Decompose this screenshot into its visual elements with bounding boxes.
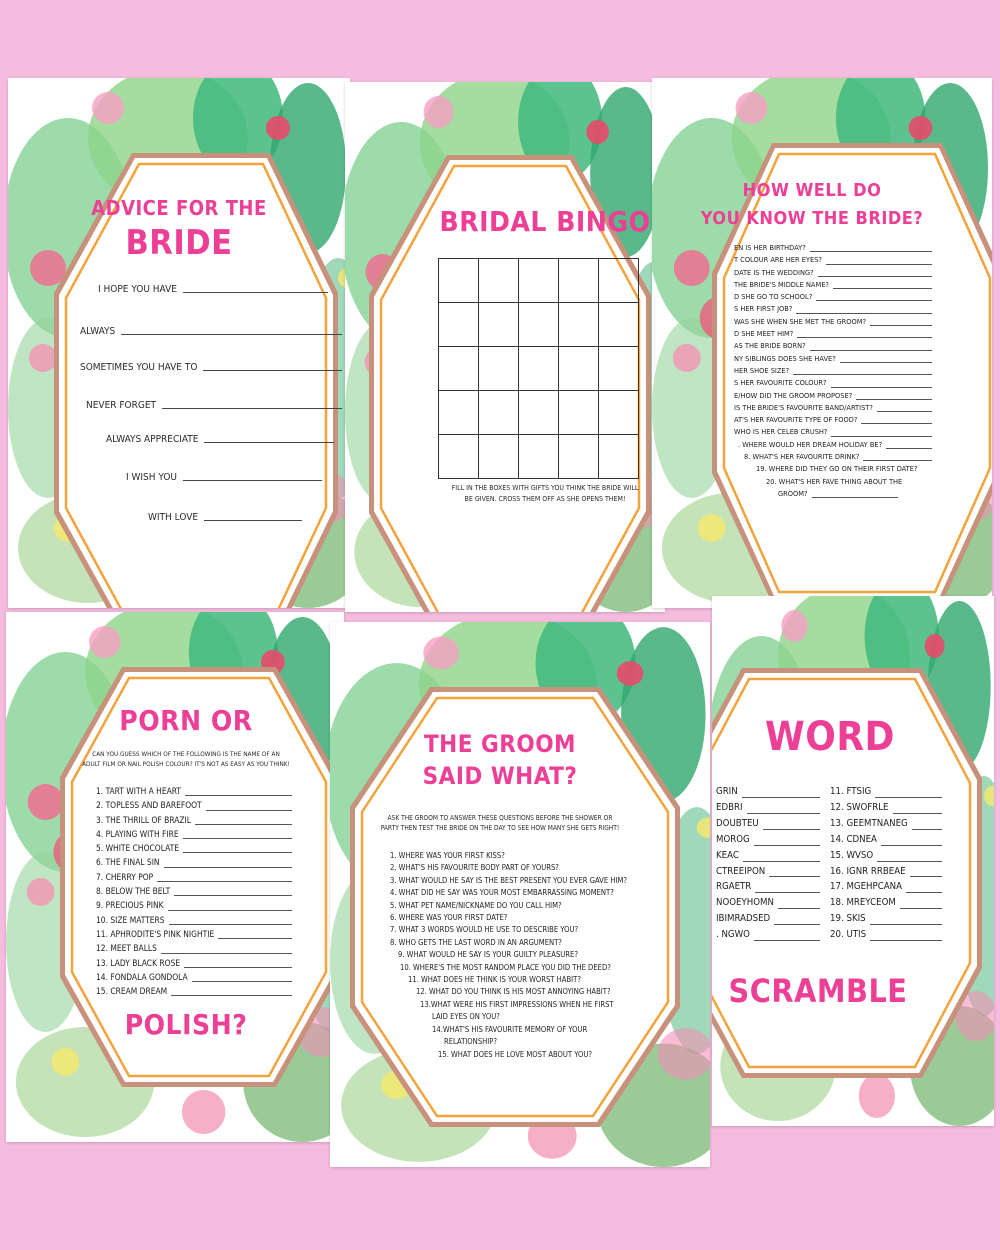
list-item: 7. WHAT 3 WORDS WOULD HE USE TO DESCRIBE YOU? (390, 925, 579, 935)
list-item: . NGWO (716, 927, 820, 943)
list-item: CTREEIPON (716, 864, 820, 880)
bingo-title: BRIDAL BINGO (439, 205, 651, 238)
bingo-cell[interactable] (519, 303, 559, 347)
list-item: EN IS HER BIRTHDAY? (734, 242, 932, 254)
bingo-cell[interactable] (599, 347, 639, 391)
bingo-card (345, 82, 665, 612)
list-item: EDBRI (716, 800, 820, 816)
list-item: KEAC (716, 848, 820, 864)
list-item: E/HOW DID THE GROOM PROPOSE? (734, 390, 932, 402)
porn-intro-line1: CAN YOU GUESS WHICH OF THE FOLLOWING IS THE NAME OF AN (92, 750, 280, 758)
scramble-left-list (716, 784, 820, 943)
advice-row-7: WITH LOVE (148, 512, 302, 523)
bingo-grid (438, 258, 639, 479)
list-item: IBIMRADSED (716, 911, 820, 927)
list-item: T COLOUR ARE HER EYES? (734, 254, 932, 266)
bingo-cell[interactable] (479, 303, 519, 347)
bingo-cell[interactable] (599, 303, 639, 347)
advice-row-4: NEVER FORGET (86, 400, 342, 411)
bingo-cell[interactable] (559, 347, 599, 391)
list-item: 8. WHO GETS THE LAST WORD IN AN ARGUMENT? (390, 937, 562, 947)
list-item: 11. WHAT DOES HE THINK IS YOUR WORST HABIT? (408, 975, 581, 985)
list-item: RELATIONSHIP? (444, 1037, 498, 1047)
list-item: 14.WHAT'S HIS FAVOURITE MEMORY OF YOUR (432, 1024, 588, 1034)
list-item: 13. LADY BLACK ROSE (96, 956, 292, 970)
porn-title-top: PORN OR (119, 704, 253, 737)
list-item: DATE IS THE WEDDING? (734, 267, 932, 279)
bingo-cell[interactable] (479, 391, 519, 435)
list-item: 10. SIZE MATTERS (96, 913, 292, 927)
list-item: GROOM? (734, 488, 898, 500)
groom-title-line2: SAID WHAT? (422, 762, 578, 790)
porn-intro-line2: ADULT FILM OR NAIL POLISH COLOUR? IT'S NOT AS EASY AS YOU THINK! (82, 760, 290, 768)
word-scramble-card (712, 596, 994, 1126)
bingo-cell[interactable] (599, 259, 639, 303)
bingo-instructions-line1: FILL IN THE BOXES WITH GIFTS YOU THINK THE BRIDE WILL (451, 484, 639, 492)
list-item: 19. WHERE DID THEY GO ON THEIR FIRST DATE? (756, 464, 918, 474)
list-item: GRIN (716, 784, 820, 800)
groom-intro-line1: ASK THE GROOM TO ANSWER THESE QUESTIONS BEFORE THE SHOWER OR (387, 814, 613, 822)
list-item: NY SIBLINGS DOES SHE HAVE? (734, 353, 932, 365)
know-the-bride-card (652, 78, 992, 608)
list-item: . WHERE WOULD HER DREAM HOLIDAY BE? (734, 439, 932, 451)
bingo-cell[interactable] (599, 391, 639, 435)
list-item: 18. MREYCEOM (830, 895, 942, 911)
hexagon-frame (54, 153, 338, 608)
list-item: 1. TART WITH A HEART (96, 784, 292, 798)
bingo-cell[interactable] (479, 347, 519, 391)
groom-title-line1: THE GROOM (423, 730, 577, 758)
list-item: 8. BELOW THE BELT (96, 884, 292, 898)
porn-title-bottom: POLISH? (124, 1008, 248, 1041)
advice-row-3: SOMETIMES YOU HAVE TO (80, 362, 342, 373)
bingo-cell[interactable] (519, 259, 559, 303)
list-item: 12. WHAT DO YOU THINK IS HIS MOST ANNOYING HABIT? (416, 987, 611, 997)
bingo-cell[interactable] (559, 435, 599, 479)
scramble-title-bottom: SCRAMBLE (728, 972, 908, 1010)
list-item: 20. WHAT'S HER FAVE THING ABOUT THE (766, 476, 903, 486)
list-item: 15. WHAT DOES HE LOVE MOST ABOUT YOU? (438, 1049, 593, 1059)
list-item: IS THE BRIDE'S FAVOURITE BAND/ARTIST? (734, 402, 932, 414)
list-item: S HER FAVOURITE COLOUR? (734, 377, 932, 389)
list-item: 13. GEEMTNANEG (830, 816, 942, 832)
advice-card (8, 78, 350, 608)
list-item: 11. FTSIG (830, 784, 942, 800)
bingo-cell[interactable] (479, 259, 519, 303)
list-item: 5. WHAT PET NAME/NICKNAME DO YOU CALL HIM? (390, 900, 562, 910)
list-item: 16. IGNR RRBEAE (830, 864, 942, 880)
porn-or-polish-card (6, 612, 344, 1142)
list-item: WHO IS HER CELEB CRUSH? (734, 426, 932, 438)
bingo-cell[interactable] (479, 435, 519, 479)
list-item: 2. TOPLESS AND BAREFOOT (96, 798, 292, 812)
list-item: 6. THE FINAL SIN (96, 855, 292, 869)
advice-row-2: ALWAYS (80, 326, 342, 337)
bingo-cell[interactable] (559, 391, 599, 435)
list-item: AS THE BRIDE BORN? (734, 340, 932, 352)
list-item: 14. CDNEA (830, 832, 942, 848)
list-item: 13.WHAT WERE HIS FIRST IMPRESSIONS WHEN HE FIRST (420, 999, 614, 1009)
list-item: DOUBTEU (716, 816, 820, 832)
groom-said-what-card (330, 622, 710, 1167)
bingo-cell[interactable] (439, 259, 479, 303)
porn-item-list (96, 784, 292, 998)
bingo-cell[interactable] (519, 347, 559, 391)
bingo-cell[interactable] (439, 391, 479, 435)
bingo-cell[interactable] (439, 347, 479, 391)
list-item: THE BRIDE'S MIDDLE NAME? (734, 279, 932, 291)
list-item: 8. WHAT'S HER FAVOURITE DRINK? (734, 451, 932, 463)
list-item: AT'S HER FAVOURITE TYPE OF FOOD? (734, 414, 932, 426)
list-item: HER SHOE SIZE? (734, 365, 932, 377)
list-item: 3. WHAT WOULD HE SAY IS THE BEST PRESENT YOU EVER GAVE HIM? (390, 875, 628, 885)
bingo-cell[interactable] (559, 303, 599, 347)
list-item: 20. UTIS (830, 927, 942, 943)
list-item: WAS SHE WHEN SHE MET THE GROOM? (734, 316, 932, 328)
list-item: 2. WHAT'S HIS FAVOURITE BODY PART OF YOURS? (390, 863, 559, 873)
list-item: 1. WHERE WAS YOUR FIRST KISS? (390, 851, 505, 860)
bingo-cell[interactable] (519, 435, 559, 479)
list-item: 15. CREAM DREAM (96, 984, 292, 998)
list-item: 11. APHRODITE'S PINK NIGHTIE (96, 927, 292, 941)
know-title-line2: YOU KNOW THE BRIDE? (700, 208, 924, 229)
advice-row-1: I HOPE YOU HAVE (98, 284, 328, 295)
list-item: 10. WHERE'S THE MOST RANDOM PLACE YOU DID THE DEED? (400, 962, 611, 972)
list-item: 4. PLAYING WITH FIRE (96, 827, 292, 841)
list-item: 12. SWOFRLE (830, 800, 942, 816)
groom-intro-line2: PARTY THEN TEST THE BRIDE ON THE DAY TO SEE HOW MANY SHE GETS RIGHT! (380, 824, 620, 832)
advice-row-5: ALWAYS APPRECIATE (106, 434, 334, 445)
bingo-cell[interactable] (519, 391, 559, 435)
list-item: 17. MGEHPCANA (830, 879, 942, 895)
list-item: 9. WHAT WOULD HE SAY IS YOUR GUILTY PLEASURE? (398, 950, 578, 960)
bingo-instructions-line2: BE GIVEN. CROSS THEM OFF AS SHE OPENS THEM! (464, 495, 626, 503)
advice-title-line1: ADVICE FOR THE (91, 196, 267, 220)
list-item: 9. PRECIOUS PINK (96, 898, 292, 912)
list-item: 4. WHAT DID HE SAY WAS YOUR MOST EMBARRASSING MOMENT? (390, 888, 614, 898)
list-item: 5. WHITE CHOCOLATE (96, 841, 292, 855)
list-item: MOROG (716, 832, 820, 848)
list-item: 15. WVSO (830, 848, 942, 864)
bingo-cell[interactable] (599, 435, 639, 479)
know-question-list (734, 242, 932, 500)
list-item: D SHE MEET HIM? (734, 328, 932, 340)
bingo-cell[interactable] (439, 303, 479, 347)
list-item: 7. CHERRY POP (96, 870, 292, 884)
groom-question-list (390, 850, 670, 1061)
advice-row-6: I WISH YOU (126, 472, 322, 483)
bingo-cell[interactable] (439, 435, 479, 479)
list-item: 3. THE THRILL OF BRAZIL (96, 813, 292, 827)
scramble-title-top: WORD (765, 714, 895, 760)
list-item: 12. MEET BALLS (96, 941, 292, 955)
list-item: NOOEYHOMN (716, 895, 820, 911)
list-item: 6. WHERE WAS YOUR FIRST DATE? (390, 913, 508, 923)
bingo-cell[interactable] (559, 259, 599, 303)
list-item: S HER FIRST JOB? (734, 303, 932, 315)
list-item: RGAETR (716, 879, 820, 895)
advice-title-line2: BRIDE (125, 223, 233, 263)
list-item: 14. FONDALA GONDOLA (96, 970, 292, 984)
know-title-line1: HOW WELL DO (742, 180, 882, 201)
list-item: 19. SKIS (830, 911, 942, 927)
list-item: D SHE GO TO SCHOOL? (734, 291, 932, 303)
list-item: LAID EYES ON YOU? (432, 1012, 500, 1022)
scramble-right-list (830, 784, 942, 943)
